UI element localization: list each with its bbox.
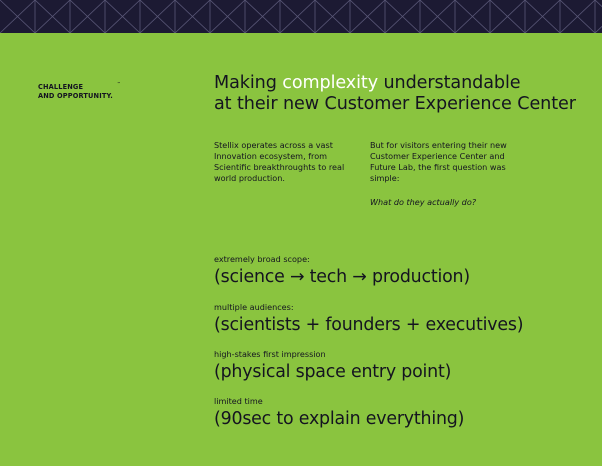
challenge-label: extremely broad scope:	[214, 254, 310, 264]
challenge-item-time	[214, 396, 464, 430]
intro-right-text: But for visitors entering their new Customer Experience Center and Future Lab, the first question was simple:	[370, 140, 507, 183]
headline-highlight: complexity	[282, 73, 379, 93]
intro-right-column	[370, 140, 520, 208]
challenge-value: (science → tech → production)	[214, 267, 470, 287]
challenge-value: (90sec to explain everything)	[214, 409, 465, 429]
page-title	[214, 73, 576, 115]
challenge-label: high-stakes first impression	[214, 349, 326, 359]
section-label-line2: AND OPPORTUNITY.	[38, 91, 113, 100]
crosshatch-pattern-icon	[0, 0, 602, 33]
headline-line1-after: understandable	[378, 73, 521, 93]
intro-left-text: Stellix operates across a vast Innovation ecosystem, from Scientific breakthroughts to real world production.	[214, 140, 345, 183]
challenge-label: limited time	[214, 396, 263, 406]
challenge-label: multiple audiences:	[214, 302, 294, 312]
section-label	[38, 83, 113, 100]
intro-left-column	[214, 140, 364, 184]
challenge-value: (scientists + founders + executives)	[214, 315, 524, 335]
challenge-item-scope	[214, 254, 470, 288]
key-question: What do they actually do?	[370, 197, 477, 207]
headline-line1-before: Making	[214, 73, 283, 93]
headline-line1	[214, 73, 576, 94]
section-label-line1: CHALLENGE	[38, 83, 84, 91]
challenge-item-audiences	[214, 302, 523, 336]
headline-line2: at their new Customer Experience Center	[214, 94, 576, 114]
challenge-item-first-impression	[214, 349, 451, 383]
decorative-top-band	[0, 0, 602, 33]
trademark-mark: ™	[117, 81, 121, 86]
challenge-value: (physical space entry point)	[214, 362, 452, 382]
